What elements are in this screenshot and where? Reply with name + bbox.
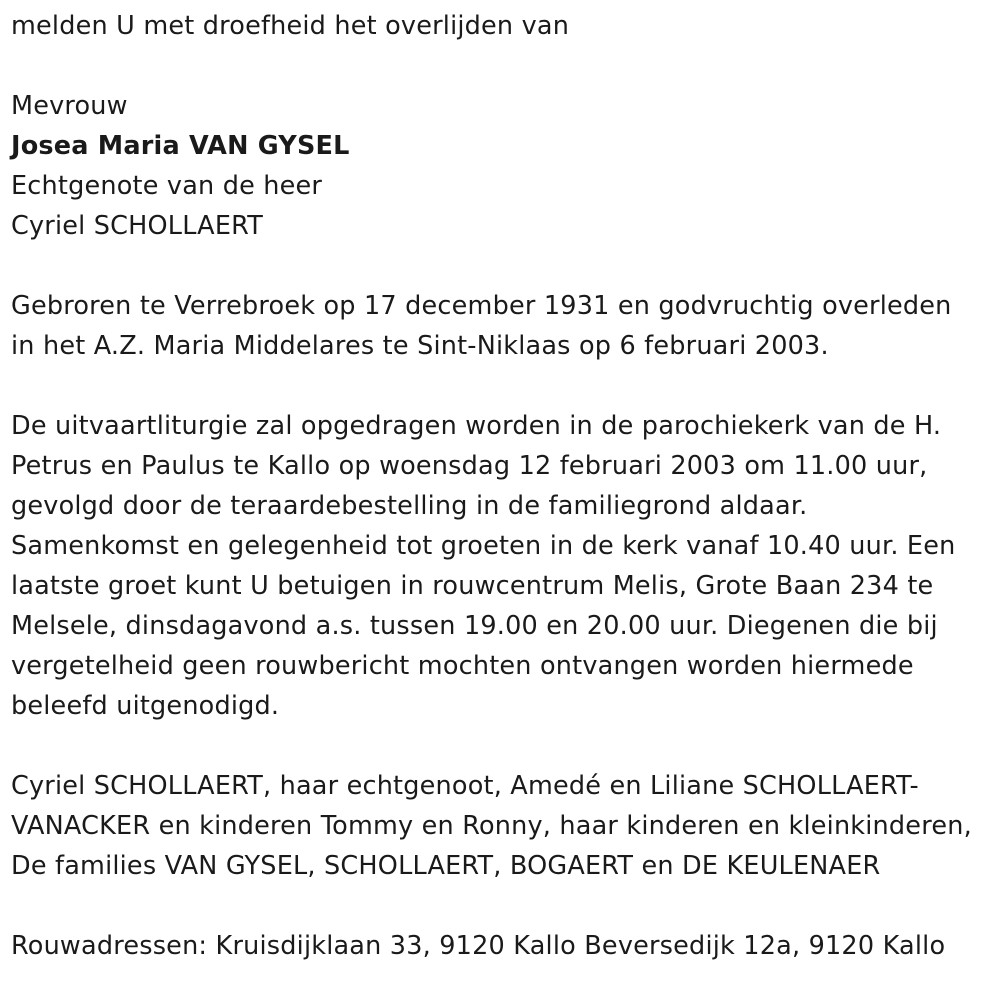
paragraph-line: Cyriel SCHOLLAERT, haar echtgenoot, Amedé en Liliane SCHOLLAERT- <box>11 771 919 801</box>
paragraph-line: De families VAN GYSEL, SCHOLLAERT, BOGAERT en DE KEULENAER <box>11 851 881 881</box>
intro-text: melden U met droefheid het overlijden van <box>11 11 570 41</box>
paragraph-line: Melsele, dinsdagavond a.s. tussen 19.00 en 20.00 uur. Diegenen die bij <box>11 611 938 641</box>
spacer <box>11 246 991 286</box>
paragraph-line: vergetelheid geen rouwbericht mochten ontvangen worden hiermede <box>11 651 914 681</box>
paragraph-line: De uitvaartliturgie zal opgedragen worden in de parochiekerk van de H. <box>11 411 942 441</box>
family-paragraph <box>11 766 991 886</box>
paragraph-line: VANACKER en kinderen Tommy en Ronny, haar kinderen en kleinkinderen, <box>11 811 972 841</box>
funeral-paragraph <box>11 406 991 726</box>
paragraph-line: in het A.Z. Maria Middelares te Sint-Niklaas op 6 februari 2003. <box>11 331 829 361</box>
paragraph-line: Gebroren te Verrebroek op 17 december 1931 en godvruchtig overleden <box>11 291 952 321</box>
paragraph-line: Samenkomst en gelegenheid tot groeten in de kerk vanaf 10.40 uur. Een <box>11 531 956 561</box>
spacer <box>11 726 991 766</box>
relation-label: Echtgenote van de heer <box>11 171 323 201</box>
paragraph-line: laatste groet kunt U betuigen in rouwcentrum Melis, Grote Baan 234 te <box>11 571 934 601</box>
salutation: Mevrouw <box>11 91 128 121</box>
paragraph-line: gevolgd door de teraardebestelling in de familiegrond aldaar. <box>11 491 808 521</box>
deceased-name: Josea Maria VAN GYSEL <box>11 131 350 161</box>
birth-death-paragraph <box>11 286 991 366</box>
spacer <box>11 886 991 926</box>
spacer <box>11 366 991 406</box>
spouse-name: Cyriel SCHOLLAERT <box>11 211 263 241</box>
spacer <box>11 46 991 86</box>
paragraph-line: beleefd uitgenodigd. <box>11 691 280 721</box>
death-notice <box>11 0 991 966</box>
mourning-addresses: Rouwadressen: Kruisdijklaan 33, 9120 Kallo Beversedijk 12a, 9120 Kallo <box>11 931 946 961</box>
paragraph-line: Petrus en Paulus te Kallo op woensdag 12 februari 2003 om 11.00 uur, <box>11 451 928 481</box>
